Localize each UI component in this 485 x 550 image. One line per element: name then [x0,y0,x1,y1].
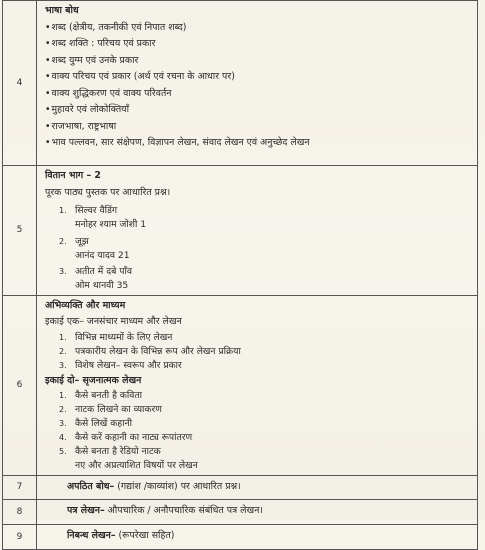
unit-title: इकाई दो– सृजनात्मक लेखन [45,374,142,386]
row-number: 5 [3,166,37,296]
bullet-item: • राजभाषा, राष्ट्रभाषा [45,119,473,136]
row-number: 9 [3,524,37,549]
list-item: 4. कैसे करें कहानी का नाट्य रूपांतरण [59,432,193,443]
list-item-extra: नए और अप्रत्याशित विषयों पर लेखन [75,460,198,471]
bullet-item: • वाक्य शुद्धिकरण एवं वाक्य परिवर्तन [45,86,473,103]
bullet-item: • मुहावरे एवं लोकोक्तियाँ [45,102,473,119]
section-heading: अभिव्यक्ति और माध्यम [45,299,126,311]
bullet-item: • शब्द (क्षेत्रीय, तकनीकी एवं निपात शब्द) [45,20,473,37]
list-item: 2. नाटक लिखने का व्याकरण [59,404,162,415]
list-item: 1. सिल्वर वैडिंग [59,205,118,216]
bullet-item: • भाव पल्लवन, सार संक्षेपण, विज्ञापन लेखन, संवाद लेखन एवं अनुच्छेद लेखन [45,135,473,152]
row-description: (रूपरेखा सहित) [115,529,175,541]
list-item: 3. अतीत में दबे पाँव [59,266,132,277]
bullet-item: • शब्द शक्ति : परिचय एवं प्रकार [45,36,473,53]
syllabus-row-5 [3,166,478,296]
bullet-item: • शब्द युग्म एवं उनके प्रकार [45,53,473,70]
row-number: 7 [3,475,37,499]
list-item: 1. विभिन्न माध्यमों के लिए लेखन [59,331,173,343]
syllabus-row-7 [3,475,478,499]
list-item-author: मनोहर श्याम जोशी 1 [75,219,147,230]
list-item-author: ओम थानवी 35 [75,280,129,291]
syllabus-row-9 [3,524,478,549]
syllabus-row-6 [3,295,478,475]
row-number: 6 [3,295,37,475]
bullet-item: • वाक्य परिचय एवं प्रकार (अर्थ एवं रचना के आधार पर) [45,69,473,86]
list-item: 5. कैसे बनता है रेडियो नाटक [59,446,161,457]
list-item-author: आनंद यादव 21 [75,249,130,261]
syllabus-row-4 [3,1,478,166]
section-heading: भाषा बोध [45,5,79,16]
section-intro: पूरक पाठ्य पुस्तक पर आधारित प्रश्न। [45,186,171,198]
row-content [37,295,478,475]
list-item: 3. कैसे लिखें कहानी [59,418,133,429]
row-title: पत्र लेखन– [67,504,105,516]
row-content [37,1,478,166]
row-number: 4 [3,1,37,166]
row-content [37,475,478,499]
syllabus-row-8 [3,499,478,524]
row-content [37,524,478,549]
row-description: (गद्यांश /काव्यांश) पर आधारित प्रश्न। [114,480,241,492]
syllabus-table [2,0,478,550]
list-item: 1. कैसे बनती है कविता [59,390,143,401]
list-item: 2. जूझ [59,235,89,247]
list-item: 3. विशेष लेखन– स्वरूप और प्रकार [59,359,182,371]
row-title: निबन्ध लेखन– [67,529,116,541]
row-description: औपचारिक / अनौपचारिक संबंधित पत्र लेखन। [104,504,263,516]
list-item: 2. पत्रकारीय लेखन के विभिन्न रूप और लेखन प्रक्रिया [59,345,241,357]
row-content [37,499,478,524]
row-content [37,166,478,296]
row-title: अपठित बोध– [67,480,115,492]
unit-title: इकाई एक– जनसंचार माध्यम और लेखन [45,316,182,327]
row-number: 8 [3,499,37,524]
section-heading: वितान भाग – 2 [45,170,101,181]
